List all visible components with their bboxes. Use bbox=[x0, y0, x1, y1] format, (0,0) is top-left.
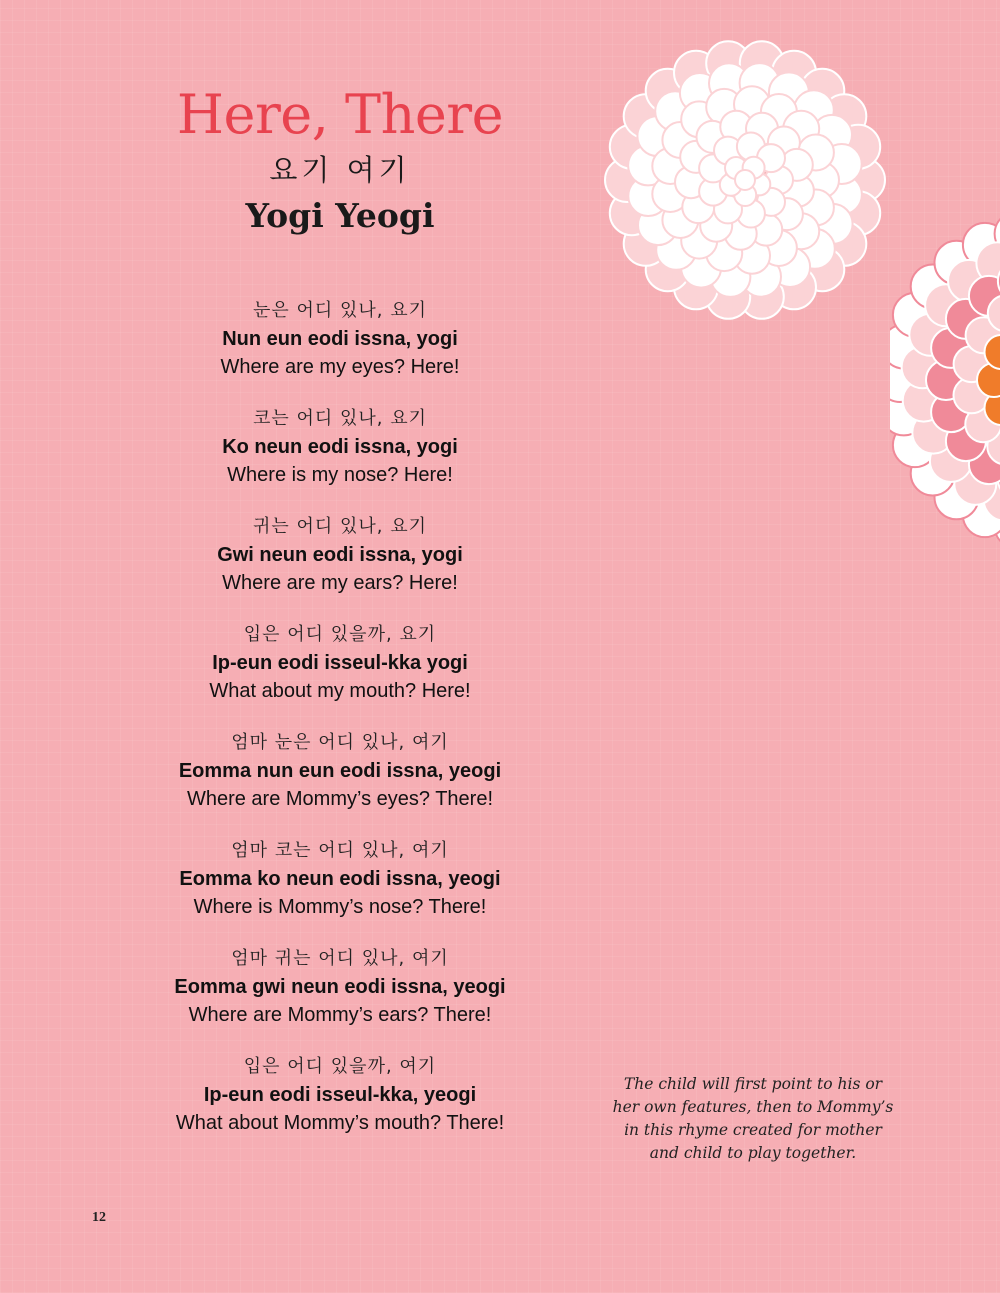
stanza-english-line: Where are my ears? Here! bbox=[222, 572, 458, 594]
pink-orange-chrysanthemum-illustration bbox=[890, 190, 1000, 580]
stanza-romanized-line: Eomma ko neun eodi issna, yeogi bbox=[179, 868, 501, 890]
stanza-romanized-line: Ip-eun eodi isseul-kka, yeogi bbox=[203, 1084, 477, 1106]
poem-title-korean: 요기 여기 bbox=[269, 153, 411, 187]
stanza-english-line: Where is Mommy’s nose? There! bbox=[193, 896, 487, 918]
stanza-romanized-line: Nun eun eodi issna, yogi bbox=[222, 328, 458, 350]
poem-verses bbox=[120, 297, 560, 1161]
stanza-romanized-line: Eomma nun eun eodi issna, yeogi bbox=[178, 760, 502, 782]
caption-line: The child will first point to his or bbox=[623, 1075, 883, 1093]
stanza-korean-line: 눈은 어디 있나, 요기 bbox=[253, 300, 427, 321]
poem-title-block bbox=[140, 83, 540, 235]
stanza-romanized-line: Ip-eun eodi isseul-kka yogi bbox=[212, 652, 468, 674]
stanza-korean-line: 코는 어디 있나, 요기 bbox=[253, 408, 427, 429]
stanza-korean-line: 엄마 코는 어디 있나, 여기 bbox=[231, 840, 449, 861]
stanza-english-line: Where are Mommy’s eyes? There! bbox=[186, 788, 494, 810]
white-chrysanthemum-illustration bbox=[600, 40, 890, 320]
stanza-korean-line: 엄마 귀는 어디 있나, 여기 bbox=[231, 948, 449, 969]
stanza bbox=[120, 1053, 560, 1161]
page-number: 12 bbox=[92, 1210, 106, 1225]
stanza bbox=[120, 405, 560, 513]
stanza bbox=[120, 513, 560, 621]
stanza-english-line: Where are Mommy’s ears? There! bbox=[188, 1004, 492, 1026]
stanza-korean-line: 입은 어디 있을까, 여기 bbox=[243, 1056, 437, 1077]
poem-title-romanized: Yogi Yeogi bbox=[245, 196, 435, 235]
stanza-korean-line: 귀는 어디 있나, 요기 bbox=[253, 516, 427, 537]
stanza-korean-line: 엄마 눈은 어디 있나, 여기 bbox=[231, 732, 449, 753]
caption-line: her own features, then to Mommy’s bbox=[612, 1098, 894, 1116]
stanza-romanized-line: Gwi neun eodi issna, yogi bbox=[217, 544, 463, 566]
stanza bbox=[120, 945, 560, 1053]
caption-line: and child to play together. bbox=[649, 1144, 857, 1162]
stanza-romanized-line: Ko neun eodi issna, yogi bbox=[222, 436, 458, 458]
stanza-romanized-line: Eomma gwi neun eodi issna, yeogi bbox=[174, 976, 506, 998]
rhyme-caption bbox=[600, 1073, 906, 1165]
stanza-english-line: Where are my eyes? Here! bbox=[220, 356, 460, 378]
stanza bbox=[120, 729, 560, 837]
stanza bbox=[120, 837, 560, 945]
stanza-korean-line: 입은 어디 있을까, 요기 bbox=[243, 624, 437, 645]
stanza-english-line: What about my mouth? Here! bbox=[209, 680, 471, 702]
poem-title-english: Here, There bbox=[176, 83, 504, 146]
stanza bbox=[120, 297, 560, 405]
stanza-english-line: Where is my nose? Here! bbox=[227, 464, 453, 486]
stanza bbox=[120, 621, 560, 729]
caption-line: in this rhyme created for mother bbox=[624, 1121, 882, 1139]
stanza-english-line: What about Mommy’s mouth? There! bbox=[175, 1112, 505, 1134]
